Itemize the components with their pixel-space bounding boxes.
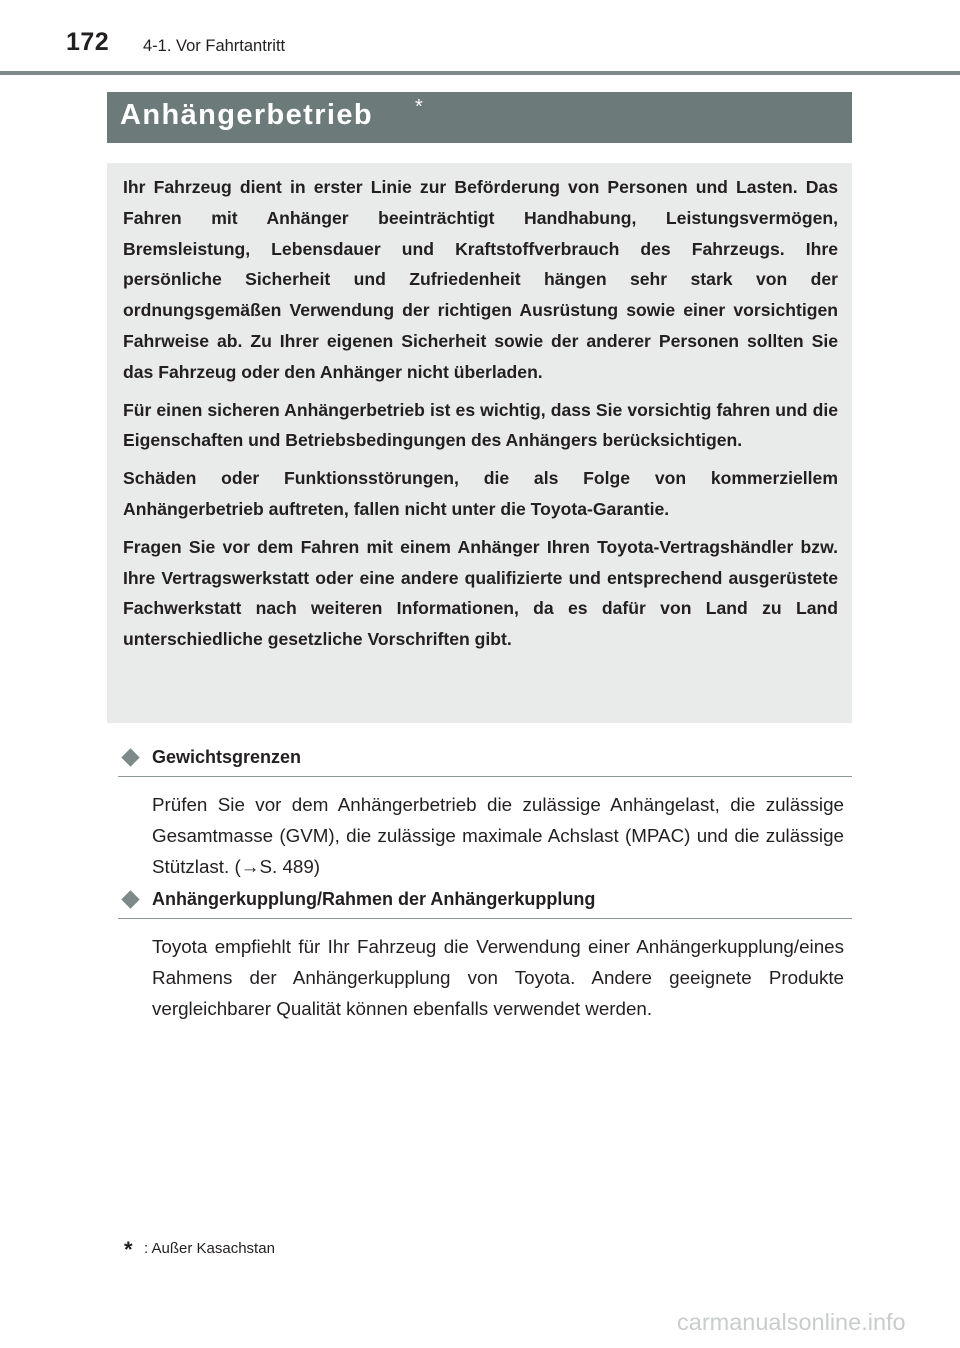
page-number: 172 [66,28,110,56]
footnote-text: : Außer Kasachstan [144,1240,275,1257]
footnote-asterisk-icon: * [415,96,423,118]
page-title: Anhängerbetrieb [120,99,374,131]
section-heading-weight-limits [118,745,852,777]
intro-paragraph: Ihr Fahrzeug dient in erster Linie zur Beförderung von Personen und Lasten. Das Fahren mit Anhänger beeinträchtigt Handhabung, Leistungsvermögen, Bremsleistung, Lebensdauer und Kraftstoffverbrauch des Fahrzeugs. Ihre persönliche Sicherheit und Zufriedenheit hängen sehr stark von der ordnungsgemäßen Verwendung der richtigen Ausrüstung sowie einer vorsichtigen Fahrweise ab. Zu Ihrer eigenen Sicherheit sowie der anderer Personen sollten Sie das Fahrzeug oder den Anhänger nicht überladen. [123,177,838,382]
intro-paragraph: Fragen Sie vor dem Fahren mit einem Anhänger Ihren Toyota-Vertragshändler bzw. Ihre Vertragswerkstatt oder eine andere qualifizierte und entsprechend ausgerüstete Fachwerkstatt nach weiteren Informationen, da es dafür von Land zu Land unterschiedliche gesetzliche Vorschriften gibt. [123,536,838,650]
watermark: carmanualsonline.info [677,1309,906,1335]
intro-paragraph: Für einen sicheren Anhängerbetrieb ist es wichtig, dass Sie vorsichtig fahren und die Eigenschaften und Betriebsbedingungen des Anhängers berücksichtigen. [123,399,838,451]
intro-box [107,163,852,723]
diamond-bullet-icon [121,748,139,766]
header-divider [0,71,960,75]
section-label: 4-1. Vor Fahrtantritt [143,37,286,55]
page-title-bar [107,92,852,143]
section-heading-label: Gewichtsgrenzen [152,747,302,767]
intro-paragraph: Schäden oder Funktionsstörungen, die als Folge von kommerziellem Anhängerbetrieb auftreten, fallen nicht unter die Toyota-Garantie. [123,468,838,519]
section-heading-hitch [118,887,852,919]
section-body-hitch: Toyota empfiehlt für Ihr Fahrzeug die Verwendung einer Anhängerkupplung/eines Rahmens der Anhängerkupplung von Toyota. Andere geeignete Produkte vergleichbarer Qualität können ebenfalls verwendet werden. [152,936,844,1019]
section-body-weight-limits: Prüfen Sie vor dem Anhängerbetrieb die zulässige Anhängelast, die zulässige Gesamtmasse (GVM), die zulässige maximale Achslast (MPAC) und die zulässige Stützlast. (→S. 489) [152,794,844,877]
footnote-asterisk-icon: * [124,1237,133,1262]
section-heading-label: Anhängerkupplung/Rahmen der Anhängerkupplung [152,889,596,909]
diamond-bullet-icon [121,890,139,908]
